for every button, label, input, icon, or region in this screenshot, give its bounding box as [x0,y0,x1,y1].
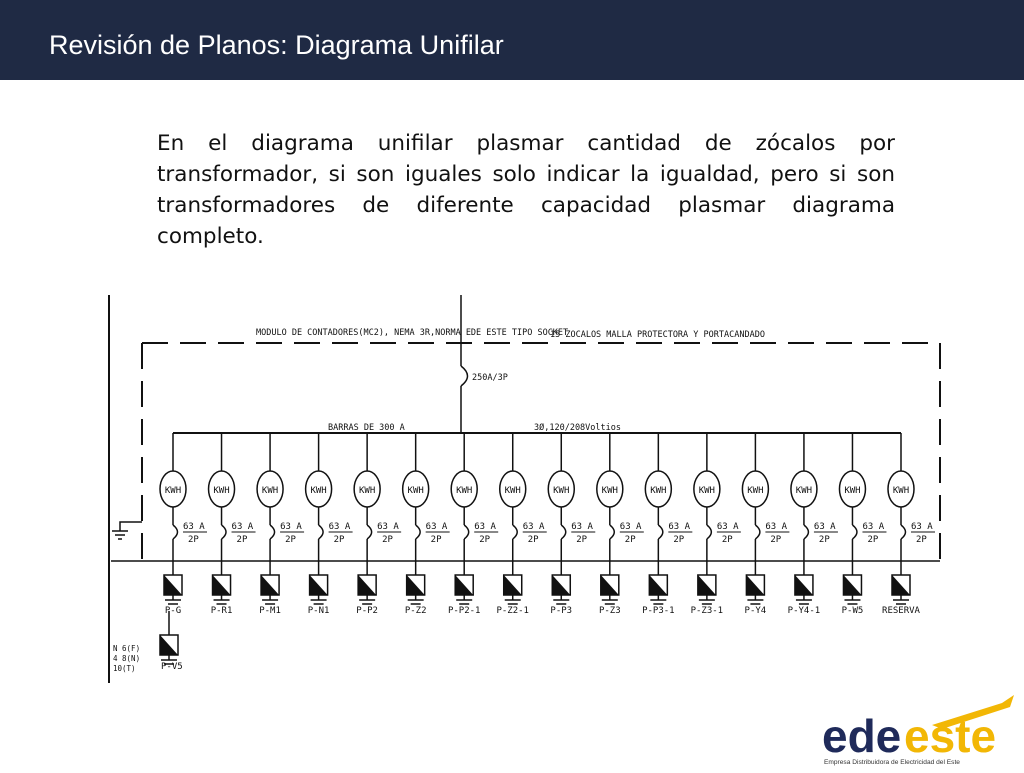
breaker-rating: 63 A [183,522,205,532]
meter-label: KWH [747,486,764,496]
socket-fill [649,575,667,595]
meter-label: KWH [310,486,327,496]
breaker-rating: 63 A [280,522,302,532]
breaker-poles: 2P [673,535,685,545]
breaker-poles: 2P [285,535,296,545]
branch-circuit [597,433,644,616]
socket-fill [795,575,813,595]
circuit-label: P-Z3-1 [690,606,724,616]
socket-fill [261,575,279,595]
circuit-label: RESERVA [882,606,920,616]
breaker-poles: 2P [867,535,879,545]
breaker-symbol [804,525,809,539]
socket-fill [504,575,522,595]
socket-fill [698,575,716,595]
branch-circuit [257,433,304,616]
logo-tagline: Empresa Distribuidora de Electricidad del Este [824,759,960,766]
breaker-rating: 63 A [522,522,545,532]
socket-fill [213,575,231,595]
meter-label: KWH [456,486,473,496]
breaker-rating: 63 A [328,522,351,532]
breaker-poles: 2P [333,535,345,545]
breaker-symbol [658,525,663,539]
circuit-label: P-P2 [356,606,378,616]
branch-circuit [160,433,207,616]
breaker-rating: 63 A [716,522,739,532]
meter-label: KWH [844,486,861,496]
breaker-poles: 2P [479,535,491,545]
logo-wordmark-right: este [904,710,997,762]
branch-circuit [306,433,353,616]
breaker-symbol [173,525,178,539]
breaker-symbol [222,525,227,539]
meter-label: KWH [601,486,618,496]
breaker-rating: 63 A [765,522,788,532]
breaker-symbol [319,525,324,539]
meter-label: KWH [504,486,521,496]
breaker-symbol [755,525,760,539]
voltage-label: 3Ø,120/208Voltios [534,423,621,433]
branch-circuit [742,433,789,616]
branch-circuit [354,433,401,616]
breaker-rating: 63 A [619,522,642,532]
socket-fill [843,575,861,595]
breaker-poles: 2P [430,535,442,545]
breaker-symbol [270,525,275,539]
logo-wordmark-left: ede [822,710,902,762]
breaker-poles: 2P [527,535,539,545]
circuit-label: P-Y4 [744,606,767,616]
wire-note: N 6(F) [113,644,141,653]
socket-fill [892,575,910,595]
edeeste-logo [820,695,1020,768]
branch-circuit [642,433,692,616]
circuit-label: P-W5 [841,606,864,616]
circuit-label: P-G [164,606,182,616]
meter-label: KWH [892,486,910,496]
circuit-label: P-P3 [550,606,573,616]
meter-label: KWH [553,486,570,496]
main-breaker-symbol [461,366,468,386]
body-paragraph: En el diagrama unifilar plasmar cantidad de zócalos por transformador, si son iguales solo indicar la igualdad, pero si son transformadores de diferente capacidad plasmar diagrama completo. [157,131,895,249]
breaker-rating: 63 A [231,522,254,532]
breaker-rating: 63 A [668,522,691,532]
breaker-symbol [852,525,857,539]
breaker-poles: 2P [770,535,782,545]
branch-circuit [882,433,935,616]
slide-header [0,0,1024,80]
breaker-rating: 63 A [813,522,836,532]
breaker-symbol [610,525,615,539]
meter-label: KWH [213,486,230,496]
breaker-symbol [464,525,469,539]
meter-label: KWH [407,486,424,496]
circuit-label: P-N1 [307,606,330,616]
branch-circuit [839,433,886,616]
slide-title: Revisión de Planos: Diagrama Unifilar [49,30,504,60]
circuit-label: P-M1 [259,606,281,616]
breaker-poles: 2P [916,535,927,545]
breaker-poles: 2P [236,535,248,545]
breaker-poles: 2P [721,535,733,545]
socket-fill [455,575,473,595]
socket-fill [746,575,764,595]
branch-circuit [403,433,450,616]
breaker-symbol [707,525,712,539]
breaker-rating: 63 A [571,522,593,532]
extra-circuit-p-v5 [160,611,183,672]
circuit-label: P-Z3 [598,606,621,616]
breaker-rating: 63 A [862,522,885,532]
branch-circuit [448,433,498,616]
breaker-poles: 2P [818,535,830,545]
socket-fill [601,575,619,595]
breaker-poles: 2P [576,535,588,545]
meter-label: KWH [650,486,667,496]
branch-circuit [209,433,256,616]
branch-circuit [691,433,741,616]
breaker-poles: 2P [382,535,393,545]
meter-label: KWH [698,486,715,496]
branch-circuit [496,433,546,616]
socket-fill [310,575,328,595]
circuit-label: P-R1 [210,606,233,616]
breaker-rating: 63 A [474,522,496,532]
breaker-symbol [901,525,906,539]
circuit-label: P-V5 [161,662,183,672]
socket-fill [164,575,182,595]
breaker-poles: 2P [624,535,636,545]
wire-note: 10(T) [113,664,136,673]
module-label: MODULO DE CONTADORES(MC2), NEMA 3R,NORMA EDE ESTE TIPO SOCKET [256,328,569,338]
breaker-symbol [416,525,421,539]
breaker-symbol [513,525,518,539]
main-breaker-label: 250A/3P [472,373,508,383]
branch-circuit [548,433,595,616]
wire-note: 4 8(N) [113,654,141,663]
circuit-label: P-Z2 [404,606,427,616]
single-line-diagram [106,293,946,685]
diagram-canvas [106,293,946,685]
meter-label: KWH [359,486,376,496]
circuit-label: P-Z2-1 [496,606,529,616]
breaker-symbol [367,525,372,539]
breaker-rating: 63 A [911,522,933,532]
socket-fill [358,575,376,595]
circuit-label: P-Y4-1 [787,606,821,616]
circuit-label: P-P2-1 [447,606,481,616]
meter-label: KWH [795,486,813,496]
breaker-rating: 63 A [377,522,399,532]
branch-circuit [788,433,838,616]
breaker-poles: 2P [188,535,199,545]
ground-symbol [112,522,142,539]
busbar-label: BARRAS DE 300 A [328,423,405,433]
breaker-symbol [561,525,566,539]
circuit-label: P-P3-1 [642,606,675,616]
breaker-rating: 63 A [425,522,448,532]
socket-fill [407,575,425,595]
socket-fill [552,575,570,595]
meter-label: KWH [261,486,279,496]
sockets-label: 15 ZOCALOS MALLA PROTECTORA Y PORTACANDADO [550,330,765,340]
meter-label: KWH [164,486,182,496]
